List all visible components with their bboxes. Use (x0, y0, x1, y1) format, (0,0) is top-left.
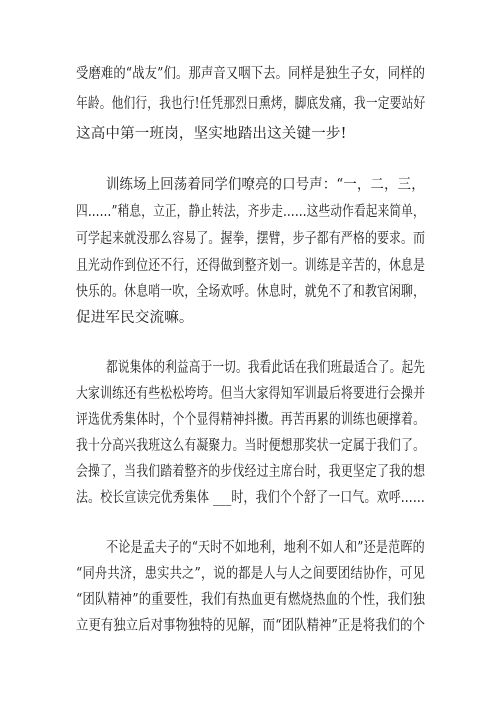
text-line: 促进军民交流嘛。 (76, 310, 194, 326)
text-line: 会操了，当我们踏着整齐的步伐经过主席台时，我更坚定了我的想 (76, 464, 426, 480)
text-line: 这高中第一班岗，坚实地踏出这关键一步! (76, 126, 347, 142)
text-line: 训练场上回荡着同学们嘹亮的口号声：“一，二，三， (106, 177, 425, 193)
text-line: 快乐的。休息哨一吹，全场欢呼。休息时，就免不了和教官闲聊， (76, 284, 426, 300)
text-line: 立更有独立后对事物独特的见解，而“团队精神”正是将我们的个 (76, 618, 426, 634)
text-line: 都说集体的利益高于一切。我看此话在我们班最适合了。起先 (106, 360, 426, 376)
text-line: 评选优秀集体时，个个显得精神抖擞。再苦再累的训练也硬撑着。 (76, 412, 426, 428)
text-line: 年龄。他们行，我也行!任凭那烈日熏烤，脚底发痛，我一定要站好 (76, 96, 426, 112)
text-line: “同舟共济，患实共之”，说的都是人与人之间要团结协作，可见 (76, 566, 426, 582)
text-line: 不论是孟夫子的“天时不如地利，地利不如人和”还是范晖的 (106, 540, 425, 556)
text-line: 法。校长宣读完优秀集体 ___时，我们个个舒了一口气。欢呼…… (76, 490, 426, 506)
text-line: 我十分高兴我班这么有凝聚力。当时便想那奖状一定属于我们了。 (76, 438, 426, 454)
text-line: 且光动作到位还不行，还得做到整齐划一。训练是辛苦的，休息是 (76, 258, 426, 274)
text-line: 受磨难的“战友”们。那声音又咽下去。同样是独生子女，同样的 (76, 66, 426, 82)
text-line: 四……”稍息，立正，静止转法，齐步走……这些动作看起来简单， (76, 204, 425, 220)
text-line: 大家训练还有些松松垮垮。但当大家得知军训最后将要进行会操并 (76, 386, 426, 402)
text-line: 可学起来就没那么容易了。握拳，摆臂，步子都有严格的要求。而 (76, 231, 426, 247)
text-line: “团队精神”的重要性，我们有热血更有燃烧热血的个性，我们独 (76, 592, 426, 608)
